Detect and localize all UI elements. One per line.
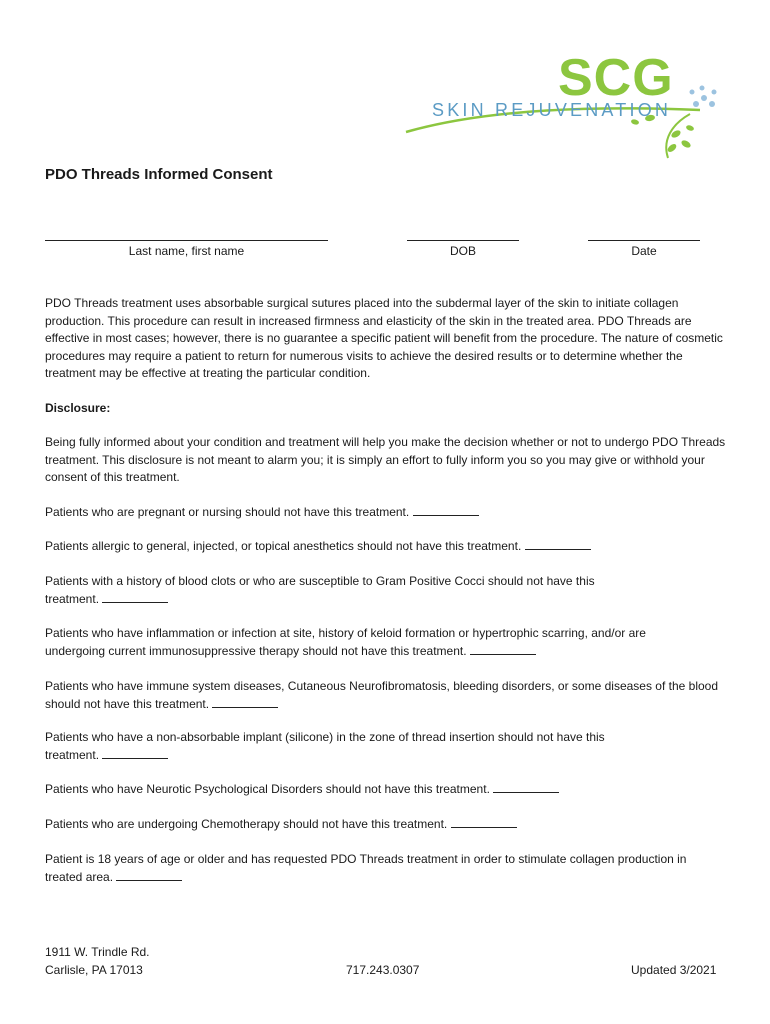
statement-text: Patients who have immune system diseases, Cutaneous Neurofibromatosis, bleeding disorders, or some diseases of the blood should not have this treatment. bbox=[45, 679, 719, 711]
statement-text: Patients allergic to general, injected, or topical anesthetics should not have this treatment. bbox=[45, 539, 522, 553]
statement-text: Patients who have a non-absorbable implant (silicone) in the zone of thread insertion should not have this treatment. bbox=[45, 730, 605, 762]
initials-blank[interactable] bbox=[525, 538, 591, 550]
statement-immune bbox=[45, 678, 735, 713]
footer-phone: 717.243.0307 bbox=[346, 963, 420, 977]
date-label: Date bbox=[631, 244, 657, 258]
statement-text: Patients who have Neurotic Psychological Disorders should not have this treatment. bbox=[45, 782, 490, 796]
statement-text: Patients who have inflammation or infection at site, history of keloid formation or hypertrophic scarring, and/or are undergoing current immunosuppressive therapy should not have this treatment. bbox=[45, 626, 646, 658]
disclosure-heading: Disclosure: bbox=[45, 401, 111, 415]
initials-blank[interactable] bbox=[102, 747, 168, 759]
initials-blank[interactable] bbox=[413, 504, 479, 516]
address-line-2: Carlisle, PA 17013 bbox=[45, 963, 143, 977]
statement-text: Patients with a history of blood clots or who are susceptible to Gram Positive Cocci should not have this treatment. bbox=[45, 574, 595, 606]
initials-blank[interactable] bbox=[116, 869, 182, 881]
disclosure-paragraph: Being fully informed about your condition and treatment will help you make the decision whether or not to undergo PDO Threads treatment. This disclosure is not meant to alarm you; it is simply an effort to fully inform you so you may give or withhold your consent of this treatment. bbox=[45, 435, 726, 485]
statement-chemotherapy bbox=[45, 816, 735, 834]
initials-blank[interactable] bbox=[451, 816, 517, 828]
dob-label: DOB bbox=[449, 244, 476, 258]
intro-paragraph: PDO Threads treatment uses absorbable surgical sutures placed into the subdermal layer of the skin to initiate collagen production. This procedure can result in increased firmness and elasticity of the skin in the treated area. PDO Threads are effective in most cases; however, there is no guarantee a specific patient will benefit from the procedure. The nature of cosmetic procedures may require a patient to return for numerous visits to achieve the desired results or to determine whether the treatment may be effective at treating the particular condition. bbox=[45, 296, 723, 381]
dob-field[interactable] bbox=[407, 230, 519, 259]
statement-age bbox=[45, 851, 725, 886]
footer-address bbox=[45, 943, 150, 979]
form-title: PDO Threads Informed Consent bbox=[45, 166, 273, 183]
dob-input-line[interactable] bbox=[407, 230, 519, 241]
date-field[interactable] bbox=[588, 230, 700, 259]
statement-text: Patients who are undergoing Chemotherapy should not have this treatment. bbox=[45, 817, 448, 831]
initials-blank[interactable] bbox=[470, 643, 536, 655]
name-input-line[interactable] bbox=[45, 230, 328, 241]
statement-text: Patient is 18 years of age or older and has requested PDO Threads treatment in order to stimulate collagen production in treated area. bbox=[45, 852, 687, 884]
address-line-1: 1911 W. Trindle Rd. bbox=[45, 945, 150, 959]
statement-neurotic bbox=[45, 781, 735, 799]
name-field[interactable] bbox=[45, 230, 328, 259]
statement-blood-clots bbox=[45, 573, 645, 608]
date-input-line[interactable] bbox=[588, 230, 700, 241]
initials-blank[interactable] bbox=[493, 781, 559, 793]
statement-implant bbox=[45, 729, 650, 764]
logo-brand-text: SCG bbox=[558, 49, 674, 107]
statement-pregnant bbox=[45, 504, 735, 522]
statement-inflammation bbox=[45, 625, 705, 660]
footer-updated: Updated 3/2021 bbox=[631, 963, 717, 977]
name-label: Last name, first name bbox=[128, 244, 245, 258]
statement-anesthetics bbox=[45, 538, 735, 556]
initials-blank[interactable] bbox=[212, 696, 278, 708]
initials-blank[interactable] bbox=[102, 591, 168, 603]
logo-tagline: SKIN REJUVENATION bbox=[432, 100, 672, 120]
statement-text: Patients who are pregnant or nursing should not have this treatment. bbox=[45, 505, 410, 519]
scg-logo bbox=[400, 48, 730, 166]
